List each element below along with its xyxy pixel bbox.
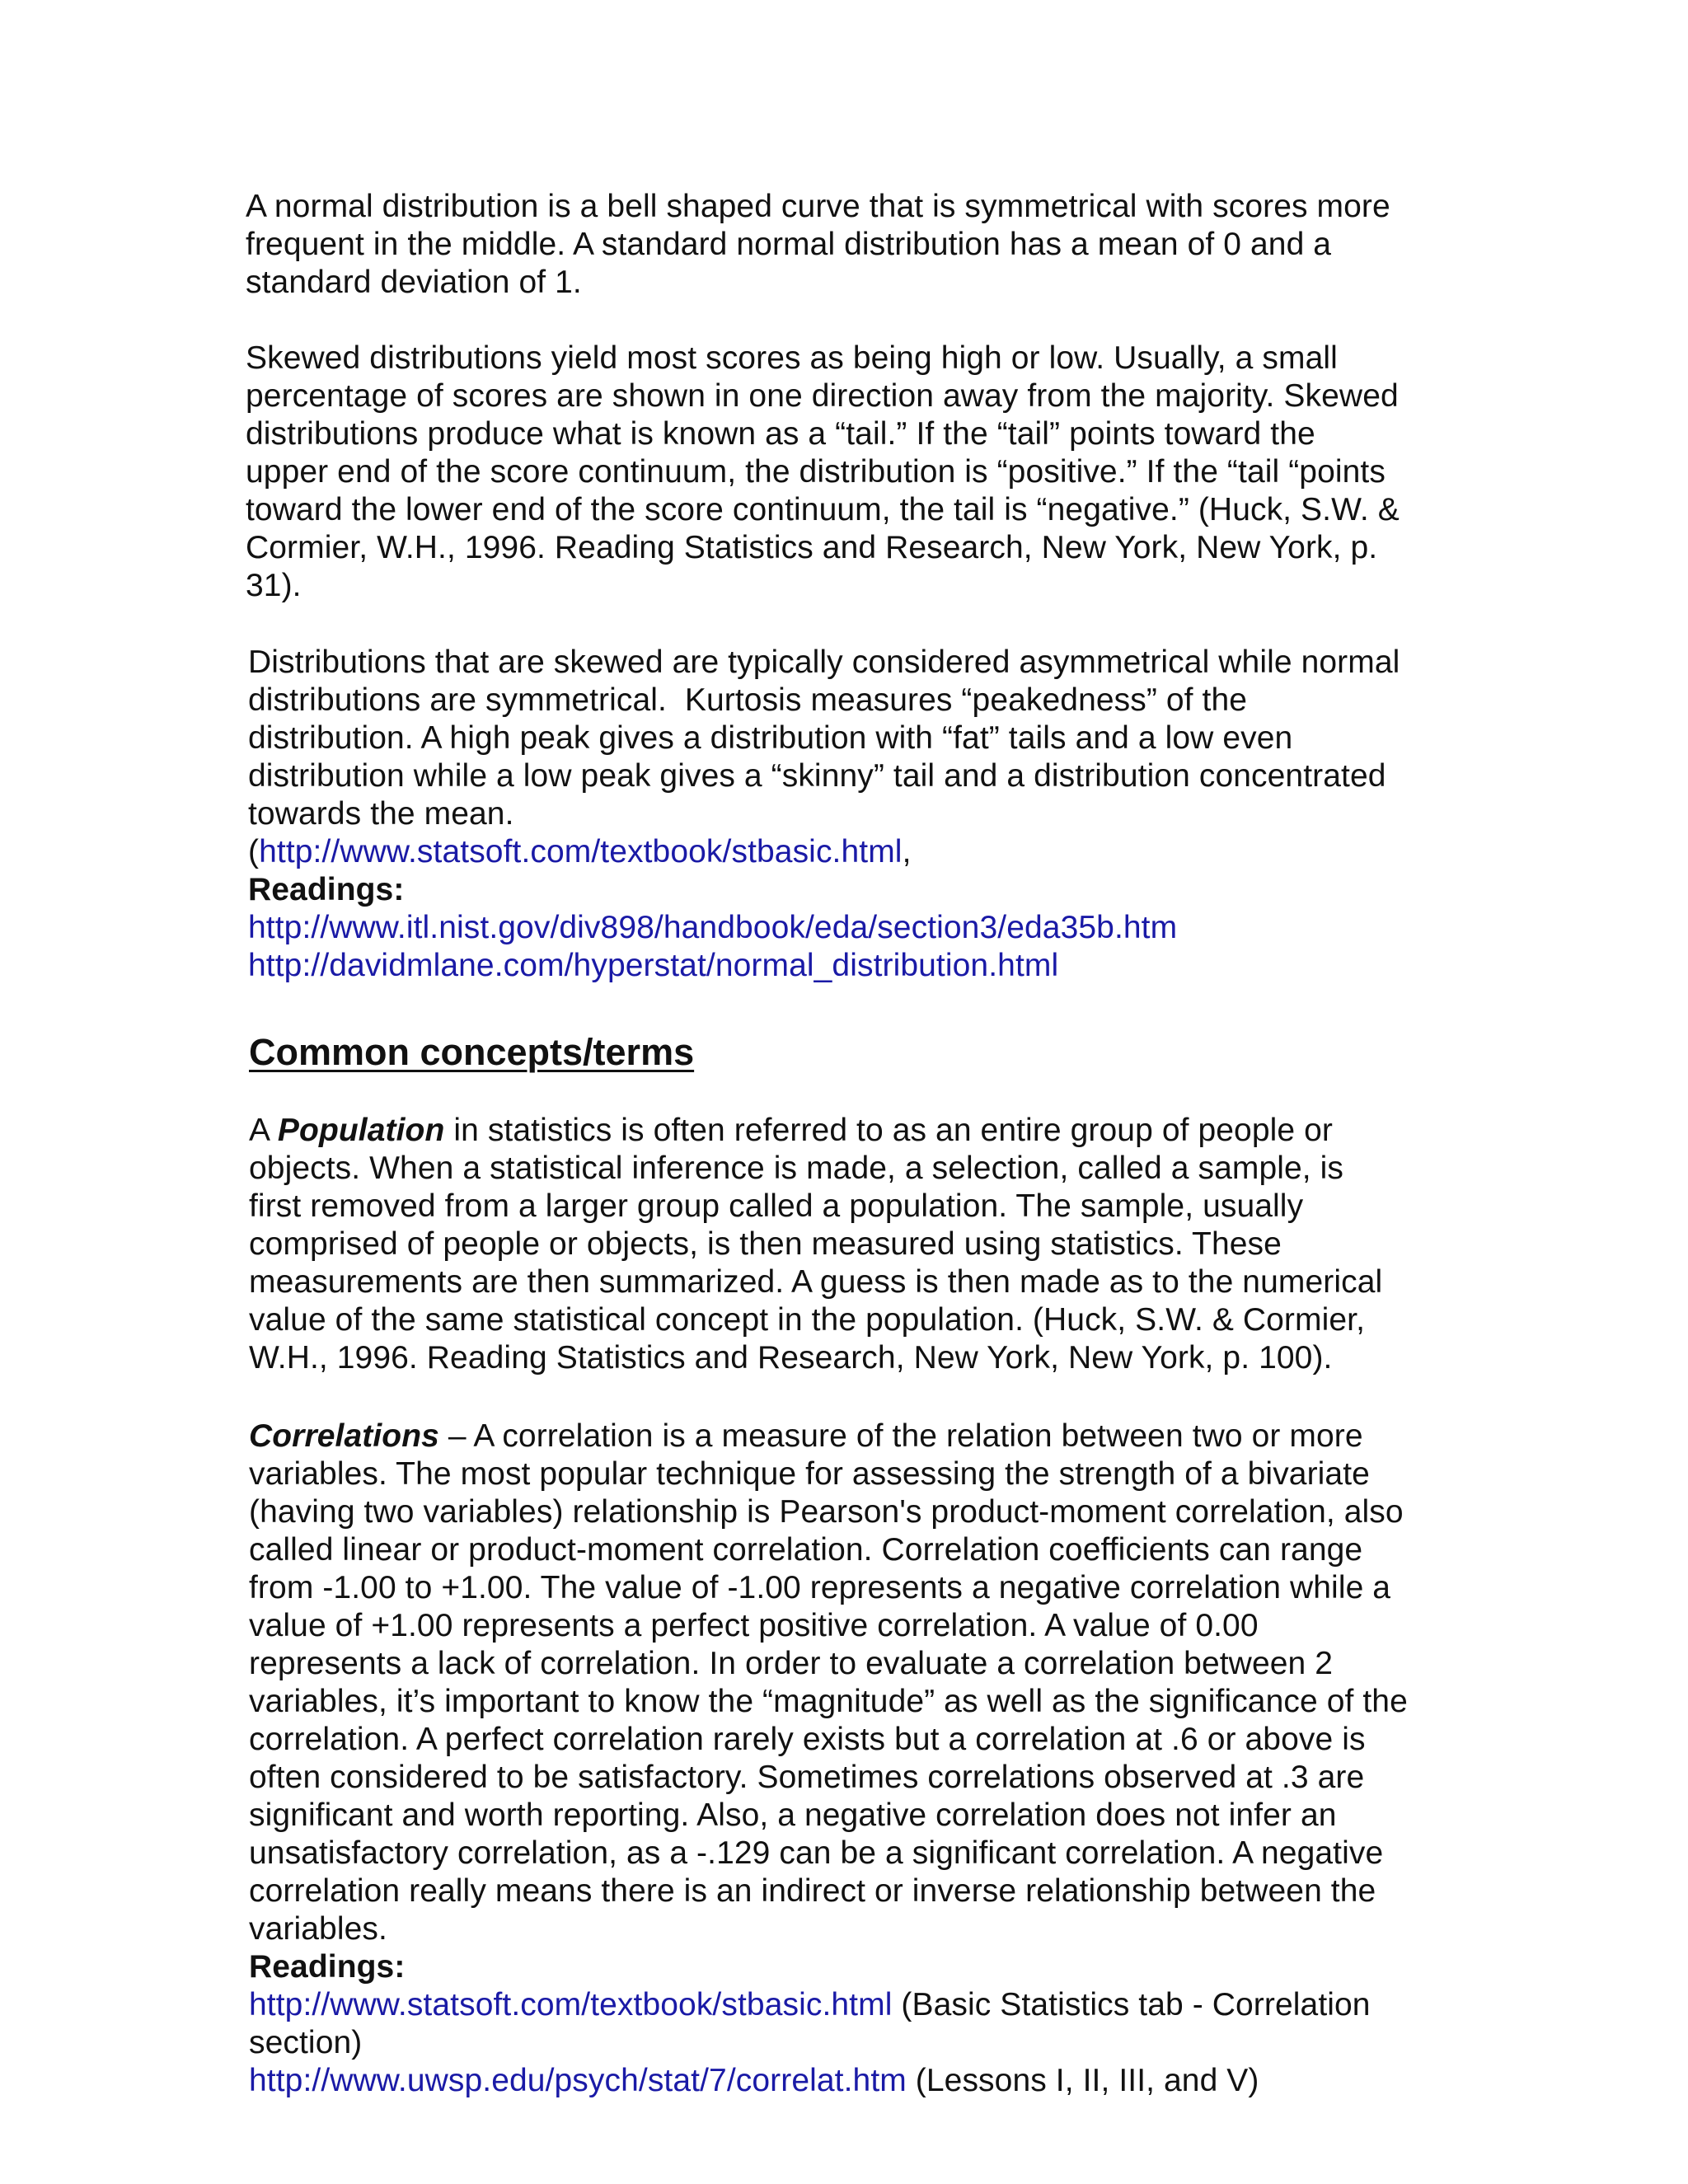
correlations-line: unsatisfactory correlation, as a -.129 can be a significant correlation. A negative	[249, 1835, 1384, 1871]
correlations-line: represents a lack of correlation. In order to evaluate a correlation between 2	[249, 1646, 1334, 1681]
paragraph3-line: distributions are symmetrical. Kurtosis measures “peakedness” of the	[248, 682, 1248, 718]
reading-link-uwsp[interactable]: http://www.uwsp.edu/psych/stat/7/correlat.htm	[249, 2063, 907, 2098]
paragraph1-line: standard deviation of 1.	[246, 265, 582, 300]
correlations-first-line-rest: – A correlation is a measure of the relation between two or more	[438, 1418, 1363, 1454]
paragraph3-line: distribution while a low peak gives a “skinny” tail and a distribution concentrated	[248, 758, 1386, 794]
reading2-note: (Lessons I, II, III, and V)	[906, 2063, 1259, 2098]
correlations-line: correlation. A perfect correlation rarely exists but a correlation at .6 or above is	[249, 1722, 1366, 1757]
reading-link-statsoft[interactable]: http://www.statsoft.com/textbook/stbasic.html	[249, 1987, 893, 2022]
correlations-line: variables.	[249, 1911, 387, 1947]
paragraph2-line: upper end of the score continuum, the distribution is “positive.” If the “tail “points	[246, 454, 1386, 490]
correlations-term: Correlations	[249, 1418, 439, 1454]
population-line: objects. When a statistical inference is made, a selection, called a sample, is	[249, 1151, 1344, 1186]
reading1-note-cont: section)	[249, 2025, 363, 2060]
correlations-line: significant and worth reporting. Also, a negative correlation does not infer an	[249, 1797, 1337, 1833]
paragraph2-line: 31).	[246, 568, 302, 603]
correlations-line: often considered to be satisfactory. Sometimes correlations observed at .3 are	[249, 1760, 1365, 1795]
population-line: W.H., 1996. Reading Statistics and Research, New York, New York, p. 100).	[249, 1340, 1333, 1376]
paragraph1-line: A normal distribution is a bell shaped curve that is symmetrical with scores more	[246, 189, 1390, 224]
section-heading: Common concepts/terms	[249, 1031, 695, 1073]
paragraph3-line: towards the mean.	[248, 796, 514, 832]
correlations-line: value of +1.00 represents a perfect positive correlation. A value of 0.00	[249, 1608, 1259, 1643]
population-term: Population	[277, 1113, 445, 1148]
paragraph2-line: distributions produce what is known as a “tail.” If the “tail” points toward the	[246, 416, 1315, 452]
paragraph2-line: percentage of scores are shown in one direction away from the majority. Skewed	[246, 378, 1399, 414]
citation-close: ,	[902, 834, 912, 869]
correlations-line: from -1.00 to +1.00. The value of -1.00 represents a negative correlation while a	[249, 1570, 1391, 1605]
population-first-line	[249, 1112, 1333, 1150]
citation-line	[248, 833, 912, 871]
paragraph2-line: Cormier, W.H., 1996. Reading Statistics and Research, New York, New York, p.	[246, 530, 1378, 565]
paragraph3-line: distribution. A high peak gives a distribution with “fat” tails and a low even	[248, 720, 1293, 756]
paragraph2-line: toward the lower end of the score continuum, the tail is “negative.” (Huck, S.W. &	[246, 492, 1400, 527]
reading1-note: (Basic Statistics tab - Correlation	[892, 1987, 1371, 2022]
readings-label: Readings:	[248, 872, 405, 907]
population-line: first removed from a larger group called a population. The sample, usually	[249, 1188, 1304, 1224]
citation-open: (	[248, 834, 260, 869]
correlations-line: variables. The most popular technique for assessing the strength of a bivariate	[249, 1456, 1370, 1492]
population-line: measurements are then summarized. A guess is then made as to the numerical	[249, 1264, 1383, 1300]
correlations-readings-label: Readings:	[249, 1949, 406, 1985]
population-line: comprised of people or objects, is then measured using statistics. These	[249, 1226, 1282, 1262]
correlations-reading2	[249, 2062, 1259, 2100]
reading-link-hyperstat: http://davidmlane.com/hyperstat/normal_distribution.html	[248, 948, 1059, 983]
correlations-line: (having two variables) relationship is Pearson's product-moment correlation, also	[249, 1494, 1404, 1530]
correlations-line: correlation really means there is an indirect or inverse relationship between the	[249, 1873, 1376, 1909]
reading-link-nist[interactable]: http://www.itl.nist.gov/div898/handbook/eda/section3/eda35b.htm	[248, 910, 1178, 945]
correlations-reading1	[249, 1986, 1371, 2024]
population-line: value of the same statistical concept in the population. (Huck, S.W. & Cormier,	[249, 1302, 1366, 1338]
correlations-first-line	[249, 1418, 1363, 1455]
population-lead: A	[249, 1113, 278, 1148]
paragraph2-line: Skewed distributions yield most scores as being high or low. Usually, a small	[246, 340, 1338, 376]
paragraph1-line: frequent in the middle. A standard normal distribution has a mean of 0 and a	[246, 227, 1332, 262]
population-first-line-rest: in statistics is often referred to as an entire group of people or	[444, 1113, 1334, 1148]
citation-link[interactable]: http://www.statsoft.com/textbook/stbasic.html	[259, 834, 903, 869]
paragraph3-line: Distributions that are skewed are typically considered asymmetrical while normal	[248, 644, 1400, 680]
correlations-line: called linear or product-moment correlation. Correlation coefficients can range	[249, 1532, 1363, 1568]
correlations-line: variables, it’s important to know the “magnitude” as well as the significance of the	[249, 1684, 1408, 1719]
